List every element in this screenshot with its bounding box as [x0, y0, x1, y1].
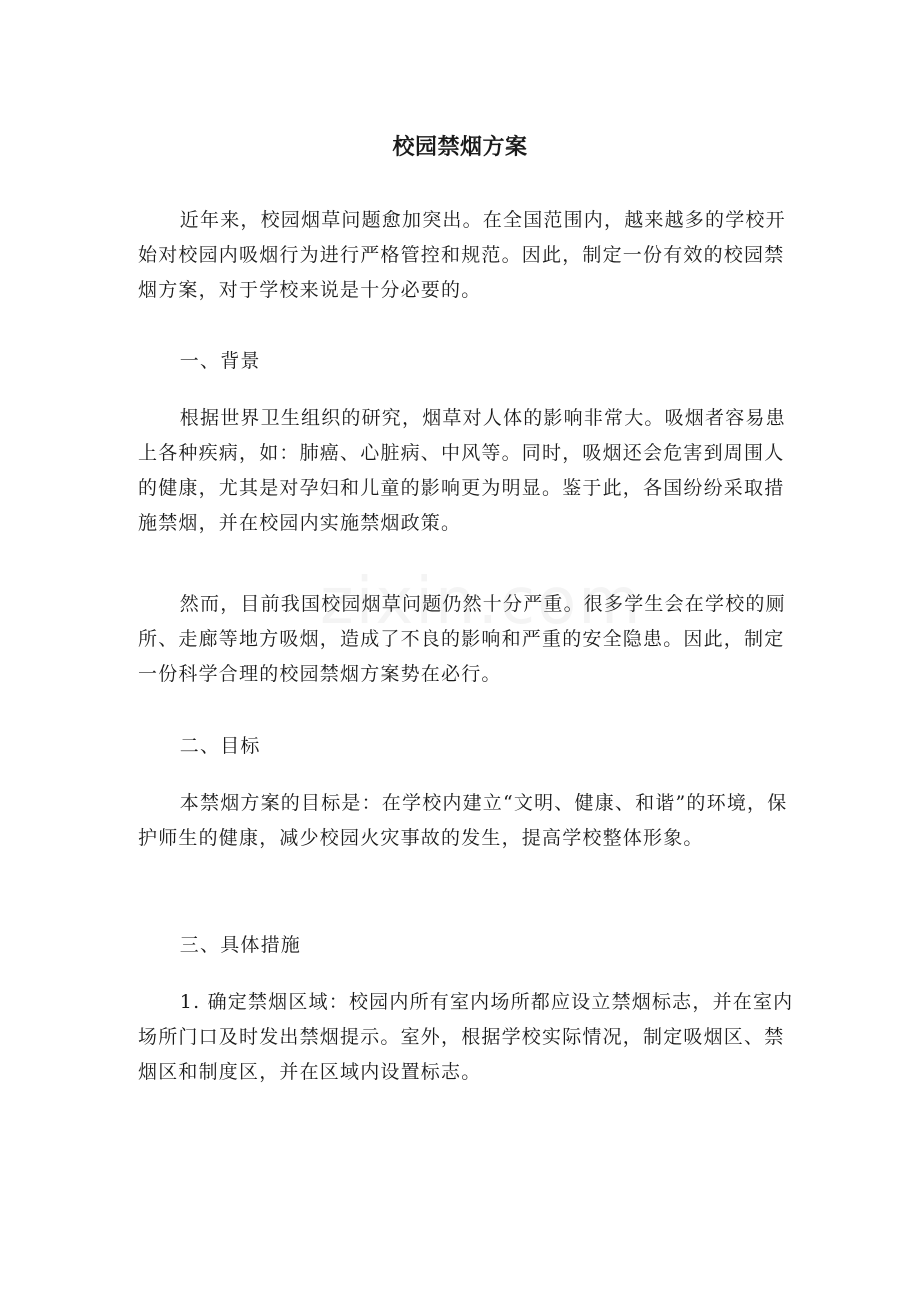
- document-title: 校园禁烟方案: [392, 135, 528, 160]
- section-heading-background: 一、背景: [179, 350, 261, 372]
- paragraph-intro: 近年来，校园烟草问题愈加突出。在全国范围内，越来越多的学校开始对校园内吸烟行为进行严格管控和规范。因此，制定一份有效的校园禁烟方案，对于学校来说是十分必要的。: [138, 209, 786, 301]
- paragraph-measure-1: 1. 确定禁烟区域：校园内所有室内场所都应设立禁烟标志，并在室内场所门口及时发出禁烟提示。室外，根据学校实际情况，制定吸烟区、禁烟区和制度区，并在区域内设置标志。: [138, 991, 794, 1083]
- paragraph-background-1: 根据世界卫生组织的研究，烟草对人体的影响非常大。吸烟者容易患上各种疾病，如：肺癌、心脏病、中风等。同时，吸烟还会危害到周围人的健康，尤其是对孕妇和儿童的影响更为明显。鉴于此，各国纷纷采取措施禁烟，并在校园内实施禁烟政策。: [138, 407, 786, 534]
- paragraph-goal-1: 本禁烟方案的目标是：在学校内建立“文明、健康、和谐”的环境，保护师生的健康，减少校园火灾事故的发生，提高学校整体形象。: [138, 792, 788, 849]
- section-heading-goal: 二、目标: [179, 735, 261, 757]
- section-heading-measures: 三、具体措施: [179, 934, 301, 956]
- paragraph-background-2: 然而，目前我国校园烟草问题仍然十分严重。很多学生会在学校的厕所、走廊等地方吸烟，造成了不良的影响和严重的安全隐患。因此，制定一份科学合理的校园禁烟方案势在必行。: [138, 593, 786, 685]
